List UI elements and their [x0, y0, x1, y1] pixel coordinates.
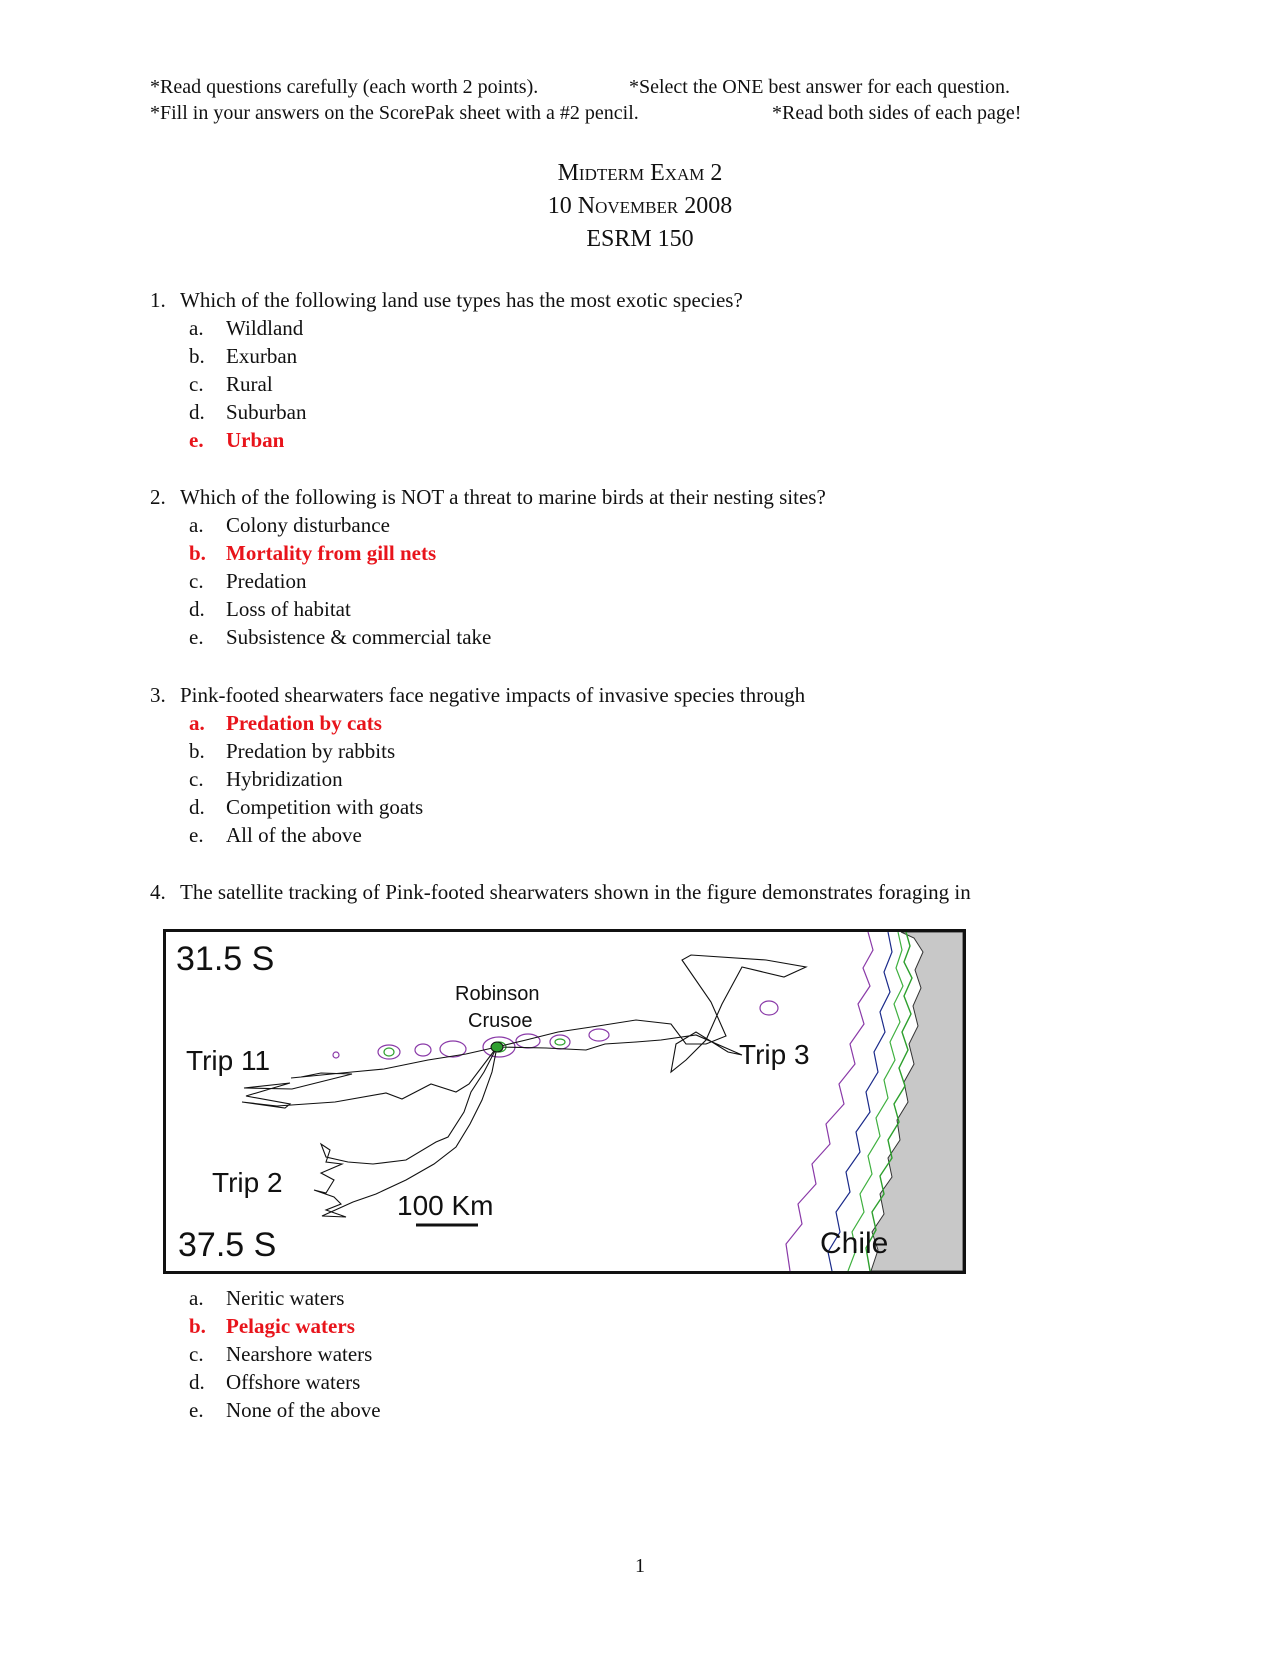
- robinson-label: Robinson: [455, 983, 540, 1005]
- contour-purple: [786, 932, 873, 1271]
- chile-label: Chile: [820, 1227, 889, 1260]
- question-1-option-d: d. Suburban: [189, 400, 307, 424]
- island-contours: [333, 1001, 778, 1059]
- course-code: ESRM 150: [586, 226, 694, 252]
- question-4-option-d: d. Offshore waters: [189, 1370, 361, 1394]
- question-3-option-a-correct: a. Predation by cats: [189, 711, 382, 735]
- question-1: 1. Which of the following land use types has the most exotic species?: [150, 288, 743, 312]
- robinson-crusoe-island: [491, 1042, 503, 1052]
- question-3-option-d: d. Competition with goats: [189, 795, 424, 819]
- instruction-select-one: *Select the ONE best answer for each question.: [629, 76, 1010, 98]
- question-1-option-b: b. Exurban: [189, 344, 298, 368]
- latitude-top-label: 31.5 S: [176, 940, 275, 978]
- tracking-map: [166, 932, 963, 1271]
- instruction-both-sides: *Read both sides of each page!: [772, 102, 1022, 124]
- scale-label: 100 Km: [397, 1190, 494, 1221]
- exam-title: Midterm Exam 2: [557, 160, 723, 186]
- question-4-option-c: c. Nearshore waters: [189, 1342, 373, 1366]
- question-4-option-b-correct: b. Pelagic waters: [189, 1314, 355, 1338]
- tracking-map-figure: [163, 929, 966, 1274]
- trip-3-label: Trip 3: [739, 1039, 810, 1070]
- trip-2-label: Trip 2: [212, 1167, 283, 1198]
- exam-date: 10 November 2008: [547, 193, 733, 219]
- question-2-option-b-correct: b. Mortality from gill nets: [189, 541, 437, 565]
- crusoe-label: Crusoe: [468, 1010, 533, 1032]
- chile-land: [871, 932, 963, 1271]
- question-3-option-c: c. Hybridization: [189, 767, 343, 791]
- instruction-scorepak: *Fill in your answers on the ScorePak sheet with a #2 pencil.: [150, 102, 639, 124]
- question-2: 2. Which of the following is NOT a threat to marine birds at their nesting sites?: [150, 485, 826, 509]
- question-4: 4. The satellite tracking of Pink-footed shearwaters shown in the figure demonstrates foraging in: [150, 880, 971, 904]
- question-2-option-c: c. Predation: [189, 569, 307, 593]
- question-4-option-e: e. None of the above: [189, 1398, 381, 1422]
- question-4-option-a: a. Neritic waters: [189, 1286, 345, 1310]
- question-3-option-b: b. Predation by rabbits: [189, 739, 396, 763]
- question-3-option-e: e. All of the above: [189, 823, 362, 847]
- question-1-option-e-correct: e. Urban: [189, 428, 285, 452]
- page-number: 1: [635, 1555, 645, 1577]
- question-1-option-a: a. Wildland: [189, 316, 304, 340]
- instruction-read-carefully: *Read questions carefully (each worth 2 points).: [150, 76, 539, 98]
- latitude-bottom-label: 37.5 S: [178, 1226, 277, 1264]
- question-3: 3. Pink-footed shearwaters face negative impacts of invasive species through: [150, 683, 806, 707]
- question-2-option-d: d. Loss of habitat: [189, 597, 351, 621]
- trip-11-label: Trip 11: [186, 1045, 271, 1076]
- question-1-option-c: c. Rural: [189, 372, 273, 396]
- question-2-option-e: e. Subsistence & commercial take: [189, 625, 492, 649]
- question-2-option-a: a. Colony disturbance: [189, 513, 390, 537]
